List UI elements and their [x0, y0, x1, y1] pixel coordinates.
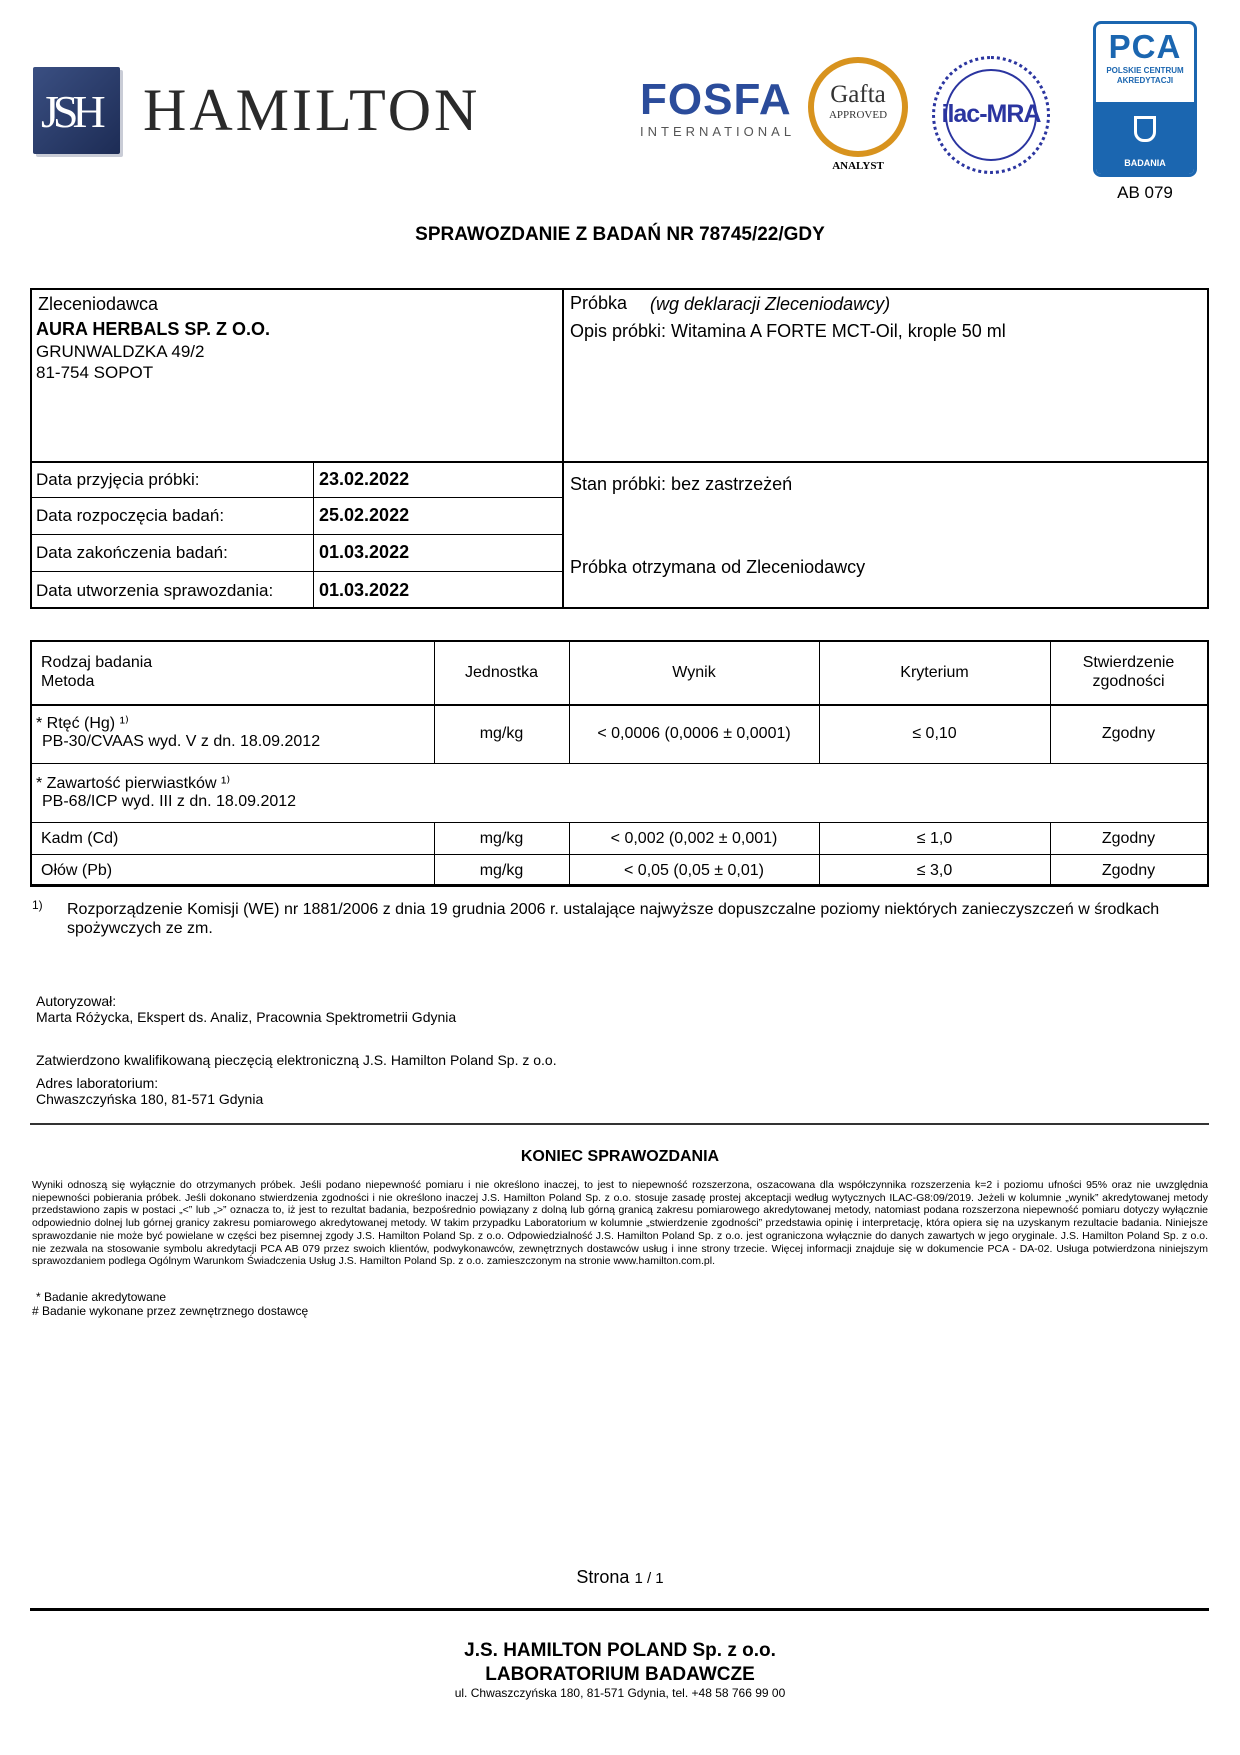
date-value: 01.03.2022 — [319, 542, 410, 562]
test-unit: mg/kg — [479, 862, 524, 879]
header-unit: Jednostka — [465, 664, 538, 681]
date-label: Data zakończenia badań: — [36, 543, 228, 562]
legend-external: # Badanie wykonane przez zewnętrznego dostawcę — [32, 1304, 309, 1318]
legend-accredited: * Badanie akredytowane — [36, 1290, 167, 1304]
client-city: 81-754 SOPOT — [36, 363, 154, 382]
footnote-text: Rozporządzenie Komisji (WE) nr 1881/2006 z dnia 19 grudnia 2006 r. ustalające najwyższe dopuszczalne poziomy niektórych zanieczyszczeń w środkach spożywczych ze zm. — [67, 901, 1160, 937]
fosfa-sub: INTERNATIONAL — [640, 124, 796, 139]
gafta-role: ANALYST — [832, 160, 884, 172]
date-label: Data rozpoczęcia badań: — [36, 506, 225, 525]
header-method: Metoda — [41, 673, 95, 690]
lab-address-label: Adres laboratorium: — [36, 1075, 159, 1091]
date-value: 23.02.2022 — [319, 469, 410, 489]
footer-address: ul. Chwaszczyńska 180, 81-571 Gdynia, tel. +48 58 766 99 00 — [454, 1686, 786, 1700]
pca-badge: BADANIA — [1124, 158, 1166, 168]
footer-separator — [30, 1608, 1209, 1611]
date-value: 01.03.2022 — [319, 580, 410, 600]
test-result: < 0,002 (0,002 ± 0,001) — [610, 830, 778, 847]
footer-company: J.S. HAMILTON POLAND Sp. z o.o. — [464, 1640, 776, 1661]
authorized-by: Marta Różycka, Ekspert ds. Analiz, Pracownia Spektrometrii Gdynia — [36, 1009, 457, 1025]
test-conformity: Zgodny — [1101, 830, 1156, 847]
sample-note: (wg deklaracji Zleceniodawcy) — [650, 294, 891, 314]
authorized-label: Autoryzował: — [36, 993, 117, 1009]
group-method: PB-68/ICP wyd. III z dn. 18.09.2012 — [42, 793, 297, 810]
test-name: Ołów (Pb) — [41, 862, 113, 879]
test-result: < 0,0006 (0,0006 ± 0,0001) — [597, 725, 791, 742]
pca-name: PCA — [1108, 28, 1182, 65]
test-name: * Rtęć (Hg) ¹⁾ — [36, 715, 129, 732]
accreditation-number: AB 079 — [1117, 183, 1173, 202]
fosfa-name: FOSFA — [640, 75, 792, 124]
ilac-mra-logo — [932, 56, 1050, 174]
footer-lab: LABORATORIUM BADAWCZE — [485, 1664, 755, 1685]
test-criterion: ≤ 1,0 — [916, 830, 953, 847]
separator — [30, 1123, 1209, 1125]
test-name: Kadm (Cd) — [41, 830, 119, 847]
page-count: 1 / 1 — [634, 1570, 664, 1587]
ilac-text: ilac-MRA — [941, 100, 1041, 128]
jsh-logo — [33, 67, 120, 154]
client-street: GRUNWALDZKA 49/2 — [36, 342, 205, 361]
test-unit: mg/kg — [479, 830, 524, 847]
footnote-number: 1) — [32, 898, 43, 912]
header-result: Wynik — [672, 664, 716, 681]
sample-condition: Stan próbki: bez zastrzeżeń — [570, 474, 793, 494]
client-name: AURA HERBALS SP. Z O.O. — [36, 319, 271, 339]
header-conformity: Stwierdzenie — [1082, 654, 1175, 671]
test-method: PB-30/CVAAS wyd. V z dn. 18.09.2012 — [42, 733, 321, 750]
test-result: < 0,05 (0,05 ± 0,01) — [624, 862, 764, 879]
test-criterion: ≤ 3,0 — [916, 862, 953, 879]
flask-icon — [1134, 116, 1156, 142]
gafta-name: Gafta — [830, 81, 886, 108]
pca-sub2: AKREDYTACJI — [1116, 76, 1174, 85]
header-test: Rodzaj badania — [41, 654, 153, 671]
header-conformity-2: zgodności — [1092, 673, 1165, 690]
approval-statement: Zatwierdzono kwalifikowaną pieczęcią elektroniczną J.S. Hamilton Poland Sp. z o.o. — [36, 1052, 557, 1068]
date-label: Data przyjęcia próbki: — [36, 470, 200, 489]
test-conformity: Zgodny — [1101, 862, 1156, 879]
header-criterion: Kryterium — [900, 664, 969, 681]
date-label: Data utworzenia sprawozdania: — [36, 581, 274, 600]
test-unit: mg/kg — [479, 725, 524, 742]
test-criterion: ≤ 0,10 — [912, 725, 957, 742]
sample-label: Próbka — [570, 293, 628, 313]
disclaimer: Wyniki odnoszą się wyłącznie do otrzymanych próbek. Jeśli podano niepewność pomiaru i nie określono inaczej, to jest to niepewność rozszerzona, oszacowana dla współczynnika rozszerzenia k=2 i poziomu ufności 95% oraz nie uwzględnia niepewności pobierania próbek. Jeśli dokonano stwierdzenia zgodności i nie określono inaczej J.S. Hamilton Poland Sp. z o.o. stosuje zasadę prostej akceptacji według wytycznych ILAC-G8:09/2019. Jeżeli w kolumnie „wynik” akredytowanej metody przedstawiono zapis w postaci „<” lub „>” oznacza to, iż jest to rezultat badania, bezpośrednio powiązany z dolną lub górną granicą zakresu pomiarowego akredytowanej metody, natomiast podana rozszerzona niepewność pomiaru dotyczy wyłącznie odpowiednio dolnej lub górnej granicy zakresu pomiarowego akredytowanej metody. W takim przypadku Laboratorium w kolumnie „stwierdzenie zgodności” przedstawia opinię i interpretację, która opiera się na uzyskanym rezultacie badania. Niniejsze sprawozdanie nie może być powielane w części bez pisemnej zgody J.S. Hamilton Poland Sp. z o.o. Odpowiedzialność J.S. Hamilton Poland Sp. z o.o. jest ograniczona wyłącznie do danych zawartych w jego oryginale. J.S. Hamilton Poland Sp. z o.o. nie zezwala na stosowanie symbolu akredytacji PCA AB 079 przez swoich klientów, podwykonawców, zewnętrznych dostawców usług i inne strony trzecie. Więcej informacji znajduje się w dokumencie PCA - DA-02. Usługa potwierdzona niniejszym sprawozdaniem podlega Ogólnym Warunkom Świadczenia Usług J.S. Hamilton Poland Sp. z o.o. zamieszczonym na stronie www.hamilton.com.pl. — [32, 1179, 1208, 1268]
gafta-logo — [808, 57, 908, 157]
company-wordmark: HAMILTON — [143, 77, 481, 143]
logo-monogram: JSH — [41, 86, 100, 137]
gafta-sub: APPROVED — [828, 109, 888, 121]
sample-origin: Próbka otrzymana od Zleceniodawcy — [570, 557, 866, 577]
group-name: * Zawartość pierwiastków ¹⁾ — [36, 775, 231, 792]
end-of-report: KONIEC SPRAWOZDANIA — [520, 1148, 720, 1165]
page-label: Strona — [576, 1567, 630, 1587]
results-table — [30, 640, 1209, 887]
fosfa-logo — [640, 75, 800, 148]
pca-logo — [1093, 21, 1197, 177]
info-box — [30, 288, 1209, 609]
test-conformity: Zgodny — [1101, 725, 1156, 742]
date-value: 25.02.2022 — [319, 505, 410, 525]
lab-address: Chwaszczyńska 180, 81-571 Gdynia — [36, 1091, 264, 1107]
client-label: Zleceniodawca — [38, 294, 159, 314]
pca-sub1: POLSKIE CENTRUM — [1106, 66, 1184, 75]
report-title: SPRAWOZDANIE Z BADAŃ NR 78745/22/GDY — [415, 224, 825, 245]
page-number — [0, 1567, 1240, 1588]
sample-description: Opis próbki: Witamina A FORTE MCT-Oil, krople 50 ml — [570, 321, 1006, 341]
